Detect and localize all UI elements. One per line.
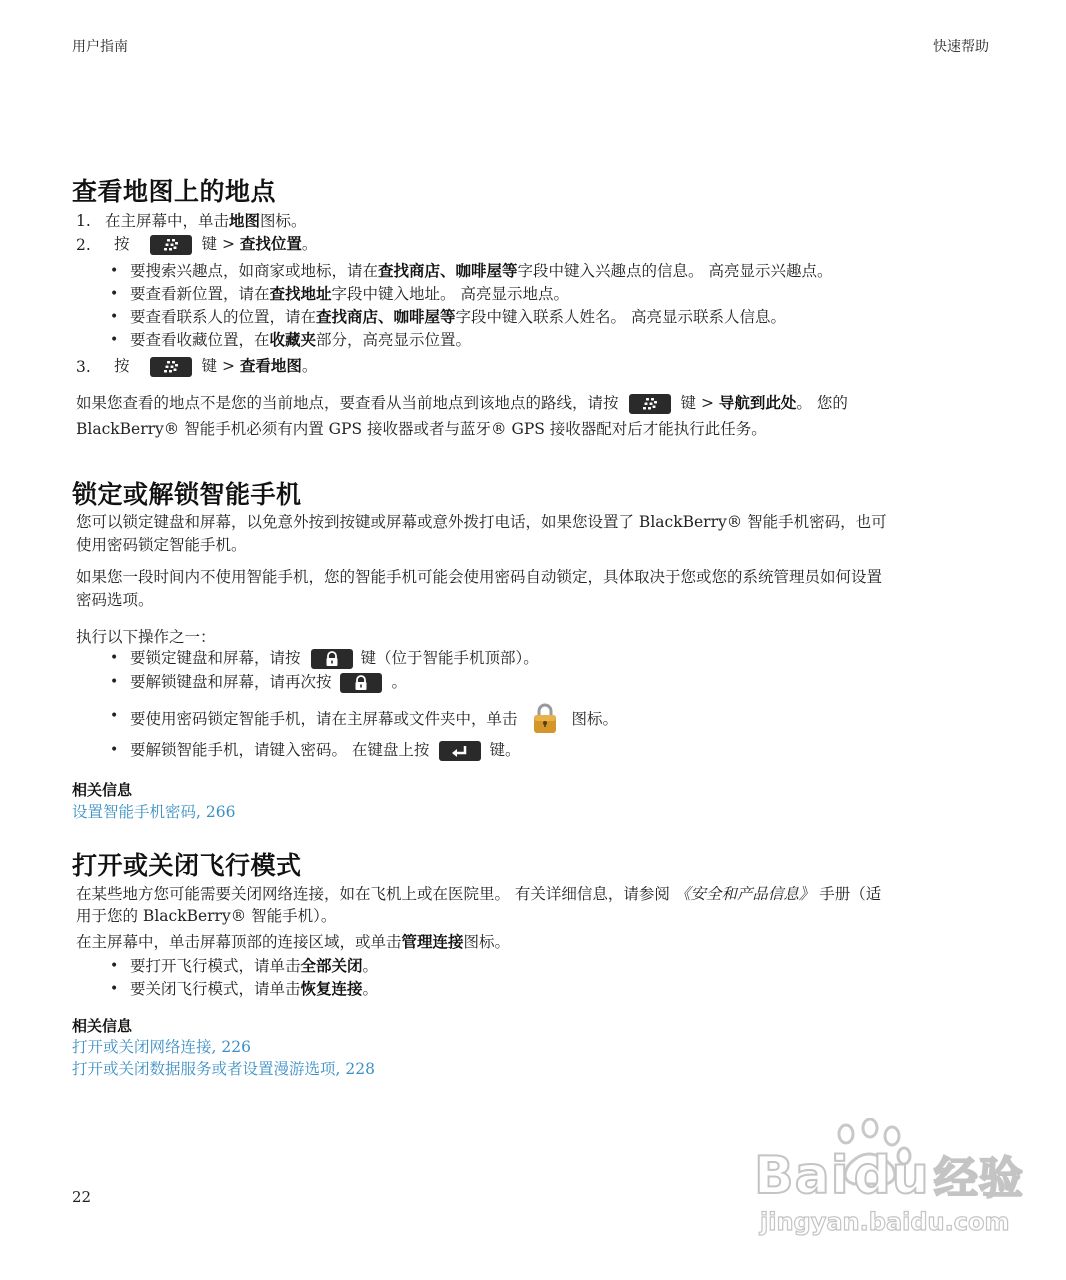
- bullet-dot: •: [110, 309, 119, 325]
- baidu-jingyan-watermark: [748, 1118, 1024, 1243]
- section-title-view-map-location: 查看地图上的地点: [72, 177, 277, 206]
- list-item: 要使用密码锁定智能手机，请在主屏幕或文件夹中，单击 图标。: [130, 704, 618, 736]
- related-info-heading: 相关信息: [72, 1017, 133, 1035]
- watermark-url: jingyan.baidu.com: [760, 1208, 1010, 1236]
- step-number: 1.: [76, 212, 91, 230]
- list-item: 要查看收藏位置，在收藏夹部分，高亮显示位置。: [130, 331, 472, 349]
- list-item: 要搜索兴趣点，如商家或地标，请在查找商店、咖啡屋等字段中键入兴趣点的信息。 高亮显示兴趣点。: [130, 262, 833, 280]
- paragraph-route-line2: BlackBerry® 智能手机必须有内置 GPS 接收器或者与蓝牙® GPS 接收器配对后才能执行此任务。: [76, 420, 767, 438]
- lock-key-icon: [311, 649, 353, 669]
- paragraph-lock-line1: 您可以锁定键盘和屏幕，以免意外按到按键或屏幕或意外拨打电话，如果您设置了 BlackBerry® 智能手机密码，也可: [76, 513, 887, 531]
- bullet-dot: •: [110, 742, 119, 758]
- section-title-airplane-mode: 打开或关闭飞行模式: [72, 851, 302, 880]
- bullet-dot: •: [110, 674, 119, 690]
- blackberry-menu-key-icon: [150, 357, 192, 377]
- step-number: 3.: [76, 358, 91, 376]
- lock-key-icon: [340, 673, 382, 693]
- paragraph-airplane-line1: 在某些地方您可能需要关闭网络连接，如在飞机上或在医院里。 有关详细信息，请参阅 《安全和产品信息》 手册（适: [76, 885, 882, 903]
- bullet-dot: •: [110, 981, 119, 997]
- bullet-dot: •: [110, 332, 119, 348]
- related-info-heading: 相关信息: [72, 781, 133, 799]
- bullet-dot: •: [110, 708, 119, 724]
- list-item: 要打开飞行模式，请单击全部关闭。: [130, 957, 379, 975]
- related-link[interactable]: 打开或关闭网络连接, 226: [72, 1038, 251, 1056]
- step-2-text: 按 键 > 查找位置。: [114, 235, 318, 253]
- step-3-text: 按 键 > 查看地图。: [114, 357, 318, 375]
- paragraph-autolock-line2: 密码选项。: [76, 591, 154, 609]
- related-link[interactable]: 打开或关闭数据服务或者设置漫游选项, 228: [72, 1060, 375, 1078]
- step-number: 2.: [76, 236, 91, 254]
- paragraph-manage-connections: 在主屏幕中，单击屏幕顶部的连接区域，或单击管理连接图标。: [76, 933, 511, 951]
- paragraph-lock-line2: 使用密码锁定智能手机。: [76, 536, 247, 554]
- paragraph-autolock-line1: 如果您一段时间内不使用智能手机，您的智能手机可能会使用密码自动锁定，具体取决于您或您的系统管理员如何设置: [76, 568, 883, 586]
- enter-key-icon: [439, 741, 481, 761]
- paragraph-airplane-line2: 用于您的 BlackBerry® 智能手机）。: [76, 907, 337, 925]
- padlock-icon: [532, 702, 558, 734]
- paragraph-route-line1: 如果您查看的地点不是您的当前地点，要查看从当前地点到该地点的路线，请按 键 > 导航到此处。 您的: [76, 394, 848, 412]
- step-1-text: 在主屏幕中，单击地图图标。: [105, 212, 307, 230]
- header-guide-title: 用户指南: [72, 39, 128, 55]
- list-item: 要查看联系人的位置，请在查找商店、咖啡屋等字段中键入联系人姓名。 高亮显示联系人信息。: [130, 308, 786, 326]
- watermark-brand2: du: [853, 1146, 930, 1206]
- list-item: 要锁定键盘和屏幕，请按 键（位于智能手机顶部）。: [130, 649, 539, 667]
- section-title-lock-unlock: 锁定或解锁智能手机: [72, 480, 302, 509]
- watermark-brand-cn: 经验: [933, 1153, 1024, 1204]
- watermark-brand: Bai: [754, 1146, 850, 1206]
- list-item: 要解锁智能手机，请键入密码。 在键盘上按 键。: [130, 741, 521, 759]
- list-item: 要查看新位置，请在查找地址字段中键入地址。 高亮显示地点。: [130, 285, 569, 303]
- bullet-dot: •: [110, 263, 119, 279]
- related-link[interactable]: 设置智能手机密码, 266: [72, 803, 236, 821]
- do-one-of-following: 执行以下操作之一：: [76, 628, 216, 646]
- header-section-title: 快速帮助: [933, 39, 989, 55]
- blackberry-menu-key-icon: [150, 235, 192, 255]
- blackberry-menu-key-icon: [629, 394, 671, 414]
- bullet-dot: •: [110, 958, 119, 974]
- bullet-dot: •: [110, 286, 119, 302]
- list-item: 要关闭飞行模式，请单击恢复连接。: [130, 980, 379, 998]
- page-number: 22: [72, 1188, 92, 1206]
- list-item: 要解锁键盘和屏幕，请再次按 。: [130, 673, 408, 691]
- bullet-dot: •: [110, 650, 119, 666]
